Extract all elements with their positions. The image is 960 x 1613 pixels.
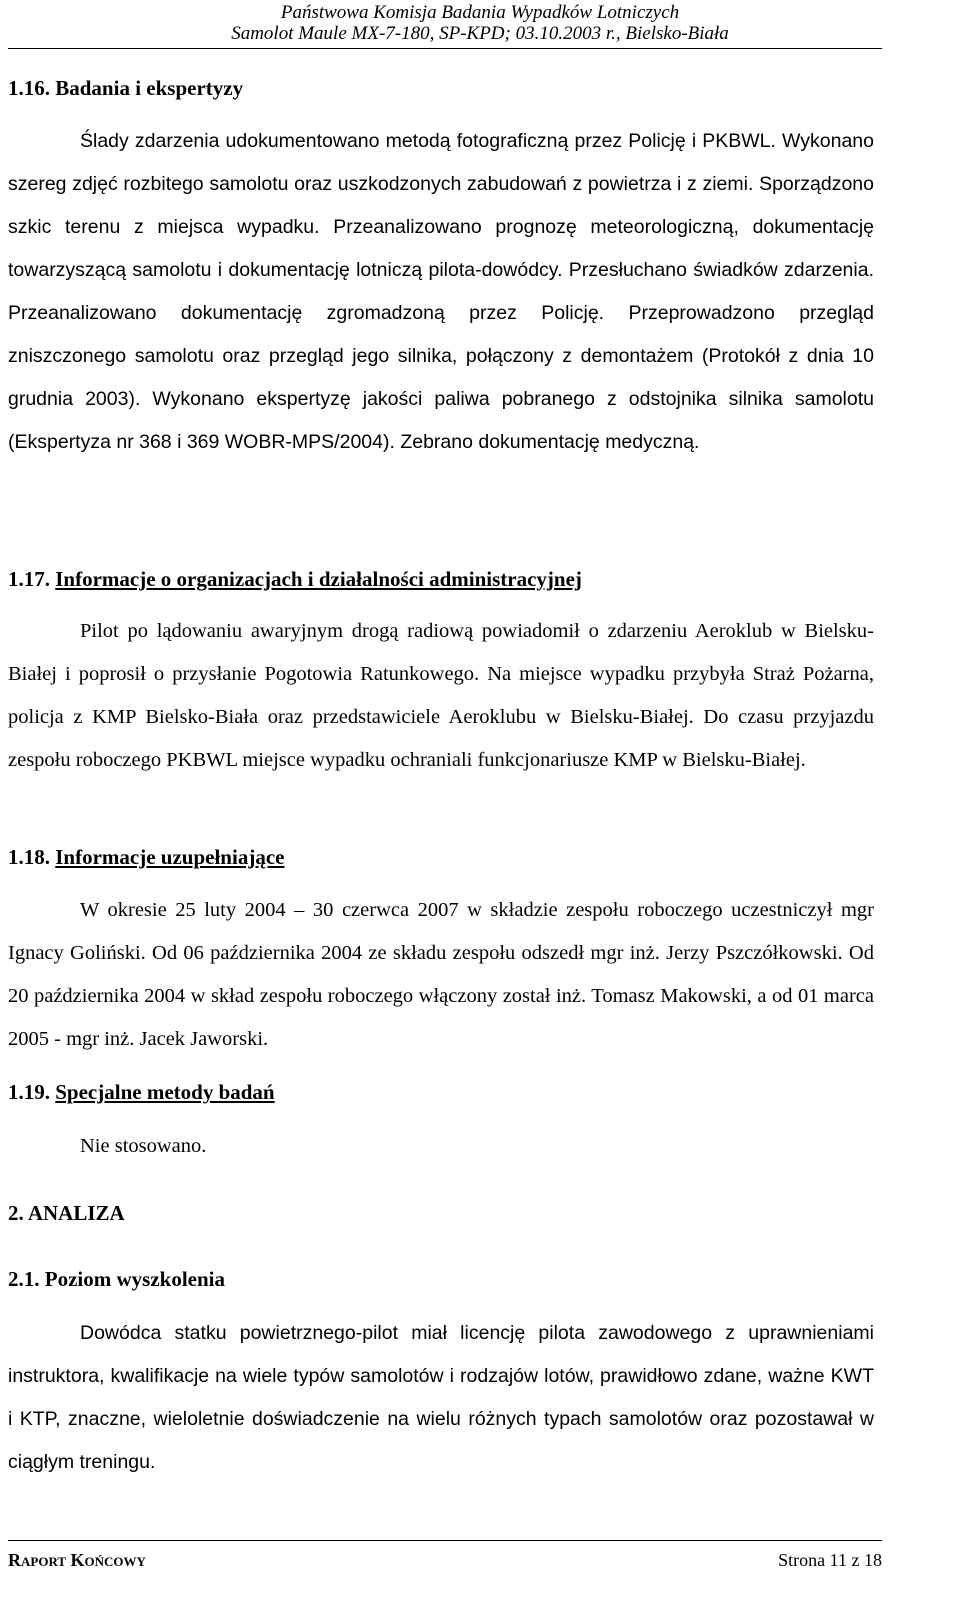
section-title: Specjalne metody badań — [55, 1080, 275, 1104]
section-2-1-heading — [8, 1266, 225, 1292]
section-1-17-body: Pilot po lądowaniu awaryjnym drogą radiową powiadomił o zdarzeniu Aeroklub w Bielsku-Białej i poprosił o przysłanie Pogotowia Ratunkowego. Na miejsce wypadku przybyła Straż Pożarna, policja z KMP Bielsko-Biała oraz przedstawiciele Aeroklubu w Bielsku-Białej. Do czasu przyjazdu zespołu roboczego PKBWL miejsce wypadku ochraniali funkcjonariusze KMP w Bielsku-Białej. — [8, 620, 874, 771]
section-number: 1.19. — [8, 1080, 50, 1104]
footer-divider — [8, 1540, 882, 1541]
section-title: ANALIZA — [27, 1201, 125, 1225]
header-divider — [8, 48, 882, 49]
section-number: 2.1. — [8, 1267, 40, 1291]
section-1-19-heading — [8, 1079, 275, 1105]
section-1-19-body: Nie stosowano. — [80, 1135, 207, 1157]
section-1-18-body: W okresie 25 luty 2004 – 30 czerwca 2007 w składzie zespołu roboczego uczestniczył mgr Ignacy Goliński. Od 06 października 2004 ze składu zespołu odszedł mgr inż. Jerzy Pszczółkowski. Od 20 października 2004 w skład zespołu roboczego włączony został inż. Tomasz Makowski, a od 01 marca 2005 - mgr inż. Jacek Jaworski. — [8, 899, 874, 1050]
section-2-1-body: Dowódca statku powietrznego-pilot miał licencję pilota zawodowego z uprawnieniami instruktora, kwalifikacje na wiele typów samolotów i rodzajów lotów, prawidłowo zdane, ważne KWT i KTP, znaczne, wieloletnie doświadczenie na wielu różnych typach samolotów oraz pozostawał w ciągłym treningu. — [8, 1322, 874, 1473]
section-title: Informacje uzupełniające — [55, 845, 285, 869]
section-2-heading — [8, 1200, 125, 1226]
header-aircraft-info: Samolot Maule MX-7-180, SP-KPD; 03.10.2003 r., Bielsko-Biała — [231, 23, 729, 44]
section-number: 2. — [8, 1201, 24, 1225]
section-number: 1.18. — [8, 845, 50, 869]
section-title: Informacje o organizacjach i działalności administracyjnej — [55, 567, 582, 591]
section-1-17-heading — [8, 566, 582, 592]
footer-page-number: Strona 11 z 18 — [778, 1550, 882, 1570]
header-commission: Państwowa Komisja Badania Wypadków Lotniczych — [280, 2, 680, 23]
section-number: 1.16. — [8, 76, 50, 100]
footer-report-title: Raport Końcowy — [8, 1550, 146, 1570]
section-number: 1.17. — [8, 567, 50, 591]
section-1-16-heading — [8, 75, 243, 101]
section-title: Poziom wyszkolenia — [44, 1267, 225, 1291]
section-1-16-body: Ślady zdarzenia udokumentowano metodą fotograficzną przez Policję i PKBWL. Wykonano szereg zdjęć rozbitego samolotu oraz uszkodzonych zabudowań z powietrza i z ziemi. Sporządzono szkic terenu z miejsca wypadku. Przeanalizowano prognozę meteorologiczną, dokumentację towarzyszącą samolotu i dokumentację lotniczą pilota-dowódcy. Przesłuchano świadków zdarzenia. Przeanalizowano dokumentację zgromadzoną przez Policję. Przeprowadzono przegląd zniszczonego samolotu oraz przegląd jego silnika, połączony z demontażem (Protokół z dnia 10 grudnia 2003). Wykonano ekspertyzę jakości paliwa pobranego z odstojnika silnika samolotu (Ekspertyza nr 368 i 369 WOBR-MPS/2004). Zebrano dokumentację medyczną. — [8, 130, 874, 453]
section-title: Badania i ekspertyzy — [55, 76, 244, 100]
section-1-18-heading — [8, 844, 284, 870]
